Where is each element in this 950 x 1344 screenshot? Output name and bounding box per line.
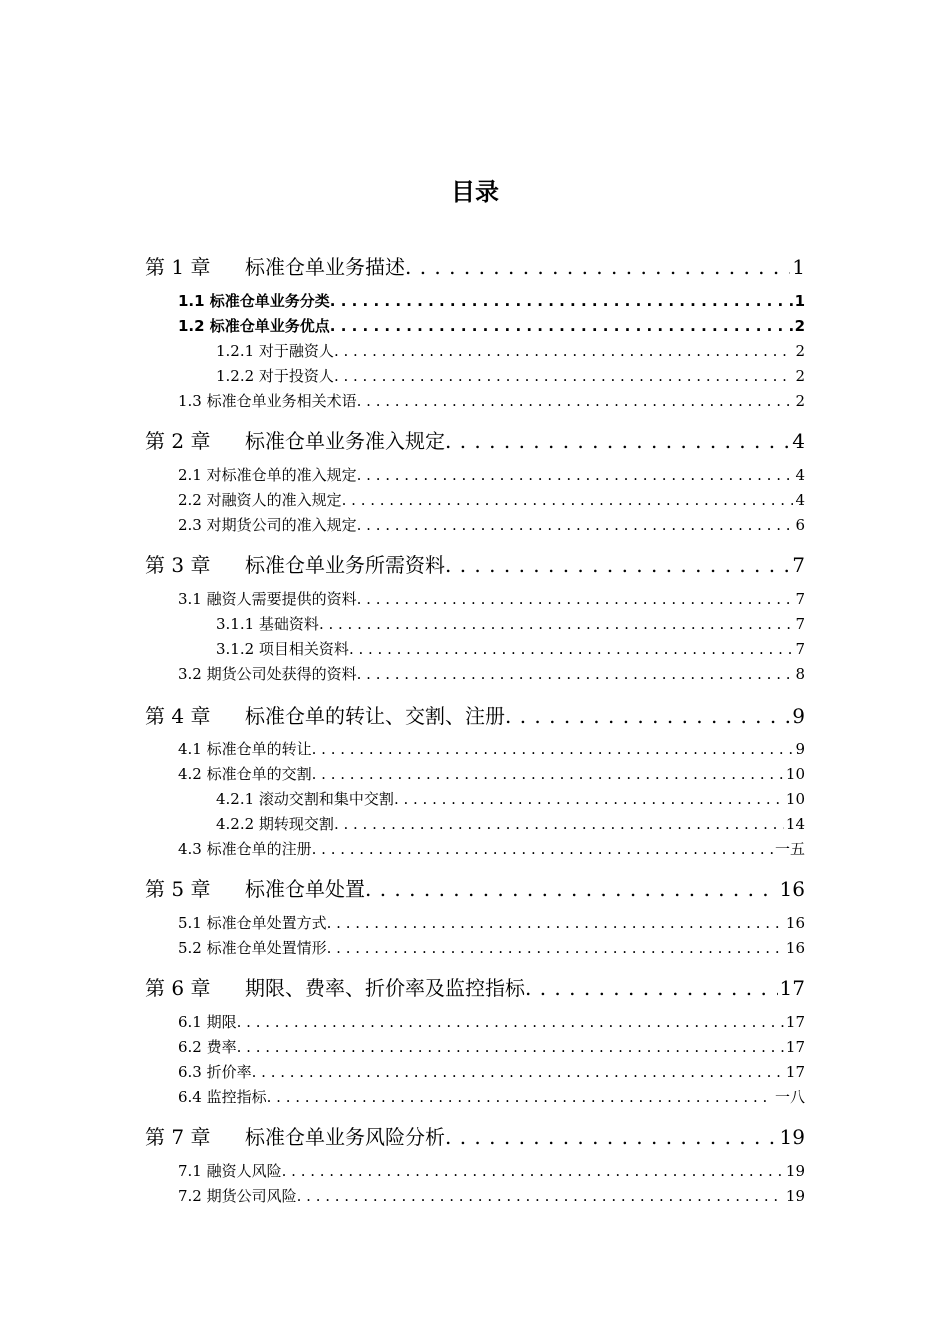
toc-entry-label: 1.1 标准仓单业务分类 xyxy=(178,292,330,310)
toc-chapter-entry[interactable] xyxy=(145,975,805,1001)
toc-page-number: 17 xyxy=(779,976,805,1000)
toc-leader-dots xyxy=(525,975,778,1001)
toc-entry-label: 标准仓单业务风险分析 xyxy=(245,1125,445,1149)
toc-section-entry[interactable] xyxy=(178,938,805,958)
toc-leader-dots xyxy=(394,789,784,809)
toc-page-number: 2 xyxy=(795,392,805,410)
toc-chapter-number: 第 7 章 xyxy=(145,1125,211,1149)
toc-chapter-entry[interactable] xyxy=(145,1124,805,1150)
toc-page-number: 17 xyxy=(785,1038,805,1056)
toc-page-number: 一五 xyxy=(774,840,805,858)
toc-entry-label: 期限、费率、折价率及监控指标 xyxy=(245,976,525,1000)
toc-entry-label: 6.4 监控指标 xyxy=(178,1088,267,1106)
toc-entry-label: 7.2 期货公司风险 xyxy=(178,1187,297,1205)
toc-page-number: 9 xyxy=(792,704,805,728)
toc-page-number: 4 xyxy=(792,429,805,453)
toc-leader-dots xyxy=(330,291,793,311)
toc-page-number: 1 xyxy=(792,255,805,279)
toc-section-entry[interactable] xyxy=(178,764,805,784)
toc-page-number: 6 xyxy=(795,516,805,534)
toc-section-entry[interactable] xyxy=(178,1062,805,1082)
toc-section-entry[interactable] xyxy=(178,839,805,859)
toc-entry-label: 标准仓单处置 xyxy=(245,877,365,901)
toc-section-entry[interactable] xyxy=(178,1037,805,1057)
toc-leader-dots xyxy=(342,490,794,510)
toc-leader-dots xyxy=(267,1087,773,1107)
toc-page-number: 19 xyxy=(779,1125,805,1149)
toc-title: 目录 xyxy=(451,178,499,206)
toc-section-entry[interactable] xyxy=(216,614,805,634)
toc-leader-dots xyxy=(334,814,784,834)
toc-chapter-number: 第 2 章 xyxy=(145,429,211,453)
toc-section-entry[interactable] xyxy=(178,1161,805,1181)
toc-section-entry[interactable] xyxy=(178,664,805,684)
toc-page-number: 7 xyxy=(795,615,805,633)
toc-chapter-number: 第 1 章 xyxy=(145,255,211,279)
toc-leader-dots xyxy=(445,552,790,578)
toc-entry-label: 2.3 对期货公司的准入规定 xyxy=(178,516,357,534)
toc-leader-dots xyxy=(327,938,784,958)
toc-entry-label: 4.2.1 滚动交割和集中交割 xyxy=(216,790,394,808)
toc-section-entry[interactable] xyxy=(178,589,805,609)
toc-chapter-number: 第 3 章 xyxy=(145,553,211,577)
toc-page-number: 7 xyxy=(792,553,805,577)
toc-chapter-entry[interactable] xyxy=(145,428,805,454)
toc-page-number: 17 xyxy=(785,1013,805,1031)
toc-chapter-number: 第 4 章 xyxy=(145,704,211,728)
toc-leader-dots xyxy=(349,639,794,659)
toc-page-number: 10 xyxy=(785,765,805,783)
toc-entry-label: 1.2.1 对于融资人 xyxy=(216,342,334,360)
toc-entry-label: 3.1 融资人需要提供的资料 xyxy=(178,590,357,608)
toc-leader-dots xyxy=(282,1161,784,1181)
toc-section-entry[interactable] xyxy=(178,291,805,311)
toc-page-number: 4 xyxy=(795,491,805,509)
toc-page-number: 17 xyxy=(785,1063,805,1081)
toc-leader-dots xyxy=(330,316,793,336)
toc-leader-dots xyxy=(357,391,794,411)
toc-leader-dots xyxy=(405,254,790,280)
toc-entry-label: 标准仓单业务描述 xyxy=(245,255,405,279)
toc-entry-label: 6.3 折价率 xyxy=(178,1063,252,1081)
toc-leader-dots xyxy=(312,764,784,784)
toc-entry-label: 1.2.2 对于投资人 xyxy=(216,367,334,385)
toc-section-entry[interactable] xyxy=(216,341,805,361)
toc-section-entry[interactable] xyxy=(178,490,805,510)
toc-section-entry[interactable] xyxy=(178,316,805,336)
toc-entry-label: 标准仓单业务准入规定 xyxy=(245,429,445,453)
toc-page-number: 7 xyxy=(795,590,805,608)
toc-page-number: 16 xyxy=(785,914,805,932)
toc-entry-label: 6.2 费率 xyxy=(178,1038,237,1056)
toc-leader-dots xyxy=(237,1037,784,1057)
toc-section-entry[interactable] xyxy=(178,1186,805,1206)
toc-chapter-entry[interactable] xyxy=(145,876,805,902)
toc-leader-dots xyxy=(312,739,794,759)
toc-entry-label: 7.1 融资人风险 xyxy=(178,1162,282,1180)
toc-entry-label: 3.1.2 项目相关资料 xyxy=(216,640,349,658)
toc-page-number: 4 xyxy=(795,466,805,484)
toc-section-entry[interactable] xyxy=(216,789,805,809)
toc-entry-label: 4.2.2 期转现交割 xyxy=(216,815,334,833)
toc-page-number: 19 xyxy=(785,1162,805,1180)
toc-page-number: 14 xyxy=(785,815,805,833)
toc-leader-dots xyxy=(237,1012,784,1032)
toc-leader-dots xyxy=(327,913,784,933)
toc-leader-dots xyxy=(312,839,773,859)
toc-chapter-entry[interactable] xyxy=(145,552,805,578)
toc-leader-dots xyxy=(505,703,790,729)
toc-leader-dots xyxy=(357,589,794,609)
toc-page-number: 10 xyxy=(785,790,805,808)
toc-entry-label: 4.1 标准仓单的转让 xyxy=(178,740,312,758)
toc-section-entry[interactable] xyxy=(178,739,805,759)
toc-leader-dots xyxy=(445,1124,778,1150)
toc-leader-dots xyxy=(334,341,794,361)
toc-section-entry[interactable] xyxy=(216,814,805,834)
toc-section-entry[interactable] xyxy=(178,515,805,535)
toc-entry-label: 4.2 标准仓单的交割 xyxy=(178,765,312,783)
toc-entry-label: 6.1 期限 xyxy=(178,1013,237,1031)
toc-entry-label: 3.1.1 基础资料 xyxy=(216,615,319,633)
toc-section-entry[interactable] xyxy=(178,913,805,933)
toc-section-entry[interactable] xyxy=(178,391,805,411)
toc-leader-dots xyxy=(297,1186,784,1206)
toc-leader-dots xyxy=(252,1062,784,1082)
toc-leader-dots xyxy=(357,465,794,485)
toc-leader-dots xyxy=(357,515,794,535)
toc-chapter-entry[interactable] xyxy=(145,703,805,729)
toc-page-number: 2 xyxy=(795,367,805,385)
toc-page-number: 2 xyxy=(794,317,805,335)
toc-entry-label: 1.3 标准仓单业务相关术语 xyxy=(178,392,357,410)
toc-leader-dots xyxy=(365,876,778,902)
toc-leader-dots xyxy=(357,664,794,684)
toc-entry-label: 2.2 对融资人的准入规定 xyxy=(178,491,342,509)
toc-entry-label: 标准仓单业务所需资料 xyxy=(245,553,445,577)
toc-section-entry[interactable] xyxy=(216,639,805,659)
toc-chapter-entry[interactable] xyxy=(145,254,805,280)
toc-section-entry[interactable] xyxy=(178,1087,805,1107)
toc-leader-dots xyxy=(334,366,794,386)
toc-section-entry[interactable] xyxy=(178,465,805,485)
toc-entry-label: 4.3 标准仓单的注册 xyxy=(178,840,312,858)
toc-chapter-number: 第 5 章 xyxy=(145,877,211,901)
toc-entry-label: 2.1 对标准仓单的准入规定 xyxy=(178,466,357,484)
toc-page-number: 9 xyxy=(795,740,805,758)
toc-chapter-number: 第 6 章 xyxy=(145,976,211,1000)
toc-page-number: 19 xyxy=(785,1187,805,1205)
toc-entry-label: 1.2 标准仓单业务优点 xyxy=(178,317,330,335)
toc-page-number: 2 xyxy=(795,342,805,360)
toc-page-number: 一八 xyxy=(774,1088,805,1106)
toc-entry-label: 5.2 标准仓单处置情形 xyxy=(178,939,327,957)
toc-page-number: 16 xyxy=(785,939,805,957)
toc-section-entry[interactable] xyxy=(178,1012,805,1032)
toc-section-entry[interactable] xyxy=(216,366,805,386)
toc-page-number: 7 xyxy=(795,640,805,658)
toc-entry-label: 5.1 标准仓单处置方式 xyxy=(178,914,327,932)
toc-page-number: 16 xyxy=(779,877,805,901)
toc-page-number: 8 xyxy=(795,665,805,683)
toc-entry-label: 3.2 期货公司处获得的资料 xyxy=(178,665,357,683)
toc-leader-dots xyxy=(445,428,790,454)
toc-leader-dots xyxy=(319,614,794,634)
toc-page-number: 1 xyxy=(794,292,805,310)
toc-entry-label: 标准仓单的转让、交割、注册 xyxy=(245,704,505,728)
